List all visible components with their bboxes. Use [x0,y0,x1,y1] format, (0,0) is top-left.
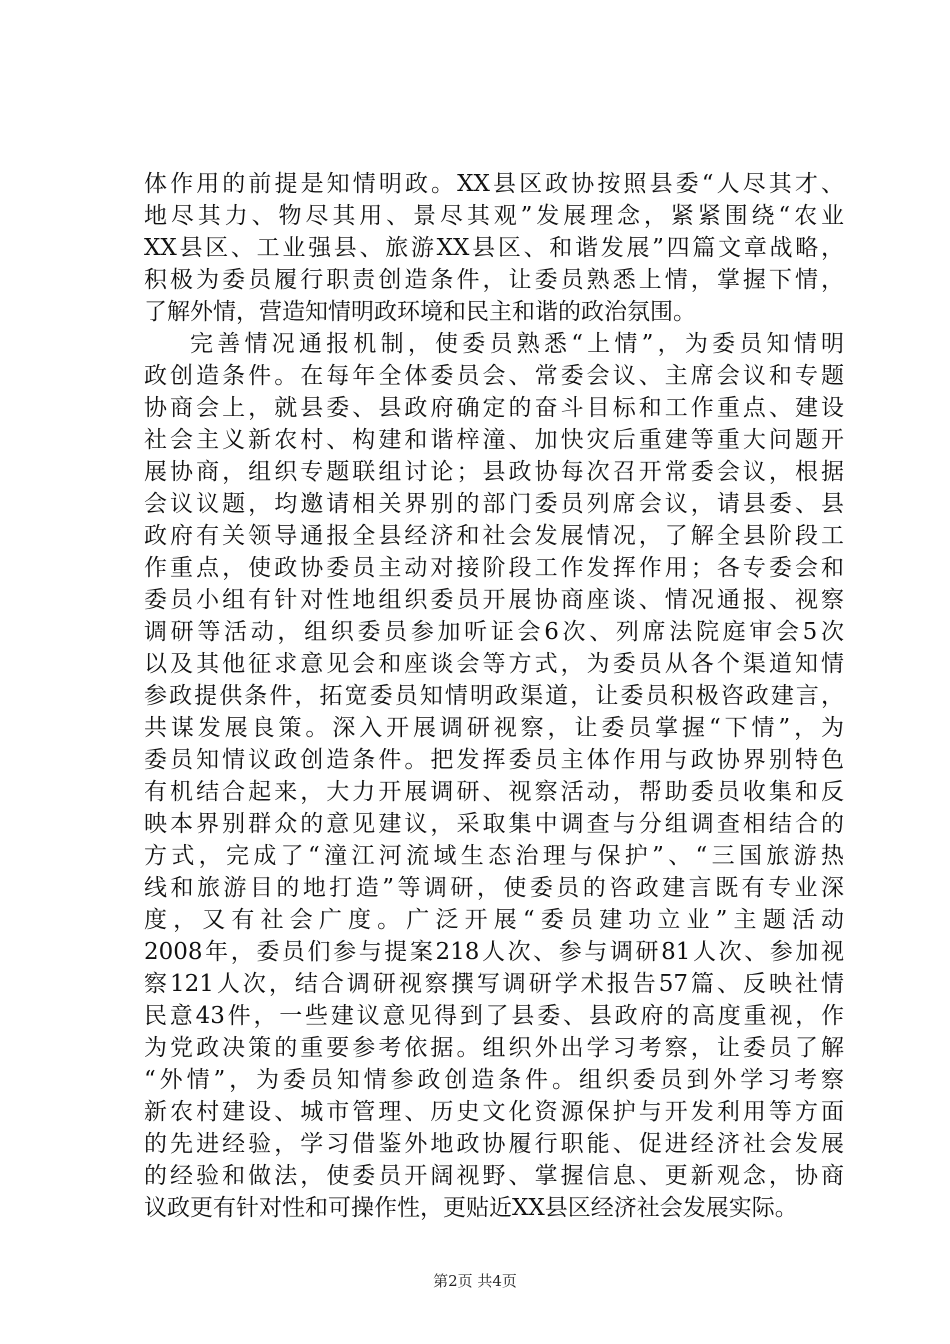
text-line: 民意43件，一些建议意见得到了县委、县政府的高度重视，作 [144,1003,844,1029]
text-line: 2008年，委员们参与提案218人次、参与调研81人次、参加视 [144,939,844,965]
text-line: 新农村建设、城市管理、历史文化资源保护与开发利用等方面 [144,1099,844,1125]
text-line: 有机结合起来，大力开展调研、视察活动，帮助委员收集和反 [144,779,844,805]
text-line: 积极为委员履行职责创造条件，让委员熟悉上情，掌握下情， [144,267,844,293]
text-line: 以及其他征求意见会和座谈会等方式，为委员从各个渠道知情 [144,651,844,677]
text-line: 调研等活动，组织委员参加听证会6次、列席法院庭审会5次 [144,619,844,645]
text-line: 委员小组有针对性地组织委员开展协商座谈、情况通报、视察 [144,587,844,613]
text-line: 会议议题，均邀请相关界别的部门委员列席会议，请县委、县 [144,491,844,517]
text-line: 体作用的前提是知情明政。XX县区政协按照县委“人尽其才、 [144,171,844,197]
text-line: 共谋发展良策。深入开展调研视察，让委员掌握“下情”，为 [144,715,844,741]
text-line: 作重点，使政协委员主动对接阶段工作发挥作用；各专委会和 [144,555,844,581]
text-line: 线和旅游目的地打造”等调研，使委员的咨政建言既有专业深 [144,875,844,901]
text-line: 的先进经验，学习借鉴外地政协履行职能、促进经济社会发展 [144,1131,844,1157]
text-line: 展协商，组织专题联组讨论；县政协每次召开常委会议，根据 [144,459,844,485]
text-line: 了解外情，营造知情明政环境和民主和谐的政治氛围。 [144,299,696,325]
text-line: 协商会上，就县委、县政府确定的奋斗目标和工作重点、建设 [144,395,844,421]
text-line: 度，又有社会广度。广泛开展“委员建功立业”主题活动 [144,907,844,933]
text-line: 参政提供条件，拓宽委员知情明政渠道，让委员积极咨政建言， [144,683,844,709]
text-line: 察121人次，结合调研视察撰写调研学术报告57篇、反映社情 [144,971,844,997]
text-line: XX县区、工业强县、旅游XX县区、和谐发展”四篇文章战略， [144,235,844,261]
text-line: 完善情况通报机制，使委员熟悉“上情”，为委员知情明 [190,331,844,357]
page-footer: 第2页 共4页 [433,1272,517,1290]
text-line: 映本界别群众的意见建议，采取集中调查与分组调查相结合的 [144,811,844,837]
text-line: 议政更有针对性和可操作性，更贴近XX县区经济社会发展实际。 [144,1195,798,1221]
text-line: “外情”，为委员知情参政创造条件。组织委员到外学习考察 [144,1067,844,1093]
text-line: 方式，完成了“潼江河流域生态治理与保护”、“三国旅游热 [144,843,844,869]
text-line: 地尽其力、物尽其用、景尽其观”发展理念，紧紧围绕“农业 [144,203,844,229]
text-line: 社会主义新农村、构建和谐梓潼、加快灾后重建等重大问题开 [144,427,844,453]
text-line: 为党政决策的重要参考依据。组织外出学习考察，让委员了解 [144,1035,844,1061]
text-line: 的经验和做法，使委员开阔视野、掌握信息、更新观念，协商 [144,1163,844,1189]
document-body [144,168,844,1224]
text-line: 政创造条件。在每年全体委员会、常委会议、主席会议和专题 [144,363,844,389]
text-line: 政府有关领导通报全县经济和社会发展情况，了解全县阶段工 [144,523,844,549]
text-line: 委员知情议政创造条件。把发挥委员主体作用与政协界别特色 [144,747,844,773]
